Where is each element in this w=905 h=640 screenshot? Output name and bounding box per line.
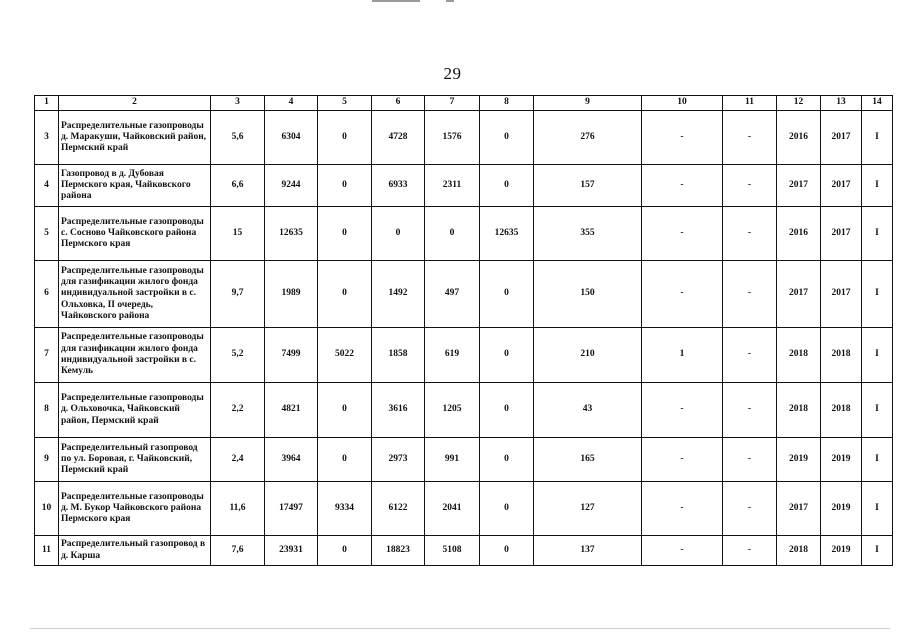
table-cell: 1 [642, 328, 723, 383]
table-cell: - [723, 165, 777, 207]
table-cell: 150 [534, 261, 642, 328]
column-header: 13 [821, 96, 862, 111]
table-cell: I [862, 165, 893, 207]
object-name: Распределительный газопровод в д. Карша [59, 536, 211, 566]
object-name: Распределительный газопровод по ул. Боровая, г. Чайковский, Пермский край [59, 438, 211, 482]
header-row [35, 96, 893, 111]
column-header: 8 [480, 96, 534, 111]
column-header: 4 [265, 96, 318, 111]
table-cell: 15 [211, 207, 265, 261]
column-header: 1 [35, 96, 59, 111]
table-cell: 1989 [265, 261, 318, 328]
table-cell: 1205 [425, 383, 480, 438]
table-row [35, 328, 893, 383]
table-cell: 165 [534, 438, 642, 482]
table-cell: 0 [318, 111, 372, 165]
gas-pipelines-table [34, 95, 893, 566]
table-cell: 2017 [821, 261, 862, 328]
table-cell: 3964 [265, 438, 318, 482]
column-header: 5 [318, 96, 372, 111]
row-number: 4 [35, 165, 59, 207]
table-cell: 2018 [777, 536, 821, 566]
table-cell: 157 [534, 165, 642, 207]
table-row [35, 207, 893, 261]
table-cell: 5,2 [211, 328, 265, 383]
column-header: 11 [723, 96, 777, 111]
table-cell: 6,6 [211, 165, 265, 207]
table-cell: I [862, 438, 893, 482]
table-row [35, 261, 893, 328]
table-cell: - [723, 111, 777, 165]
table-cell: 2017 [821, 111, 862, 165]
table-cell: 2,2 [211, 383, 265, 438]
table-cell: 0 [480, 328, 534, 383]
column-header: 6 [372, 96, 425, 111]
table-cell: 0 [318, 536, 372, 566]
table-cell: 23931 [265, 536, 318, 566]
table-cell: I [862, 536, 893, 566]
table-cell: - [723, 438, 777, 482]
table-cell: 1858 [372, 328, 425, 383]
object-name: Распределительные газопроводы д. Ольховочка, Чайковский район, Пермский край [59, 383, 211, 438]
table-cell: 2017 [777, 482, 821, 536]
object-name: Распределительные газопроводы д. Маракуши, Чайковский район, Пермский край [59, 111, 211, 165]
table-cell: 2041 [425, 482, 480, 536]
table-cell: 2311 [425, 165, 480, 207]
table-cell: - [723, 536, 777, 566]
column-header: 10 [642, 96, 723, 111]
table-cell: 0 [318, 207, 372, 261]
table-cell: 12635 [265, 207, 318, 261]
table-row [35, 536, 893, 566]
row-number: 10 [35, 482, 59, 536]
object-name: Распределительные газопроводы д. М. Букор Чайковского района Пермского края [59, 482, 211, 536]
table-cell: 2018 [821, 383, 862, 438]
table-cell: 5,6 [211, 111, 265, 165]
table-cell: 7,6 [211, 536, 265, 566]
table-cell: 2016 [777, 111, 821, 165]
object-name: Распределительные газопроводы для газификации жилого фонда индивидуальной застройки в с. Ольховка, II очередь, Чайковского района [59, 261, 211, 328]
table-cell: 12635 [480, 207, 534, 261]
table-cell: 4821 [265, 383, 318, 438]
row-number: 8 [35, 383, 59, 438]
table-cell: 0 [318, 165, 372, 207]
table-cell: 0 [480, 383, 534, 438]
table-cell: I [862, 111, 893, 165]
table-cell: 2017 [821, 207, 862, 261]
row-number: 3 [35, 111, 59, 165]
table-cell: 355 [534, 207, 642, 261]
table-cell: 9,7 [211, 261, 265, 328]
row-number: 7 [35, 328, 59, 383]
table-cell: 6122 [372, 482, 425, 536]
table-cell: I [862, 207, 893, 261]
table-cell: 3616 [372, 383, 425, 438]
table-row [35, 438, 893, 482]
table-cell: 2018 [821, 328, 862, 383]
table-cell: - [723, 383, 777, 438]
table-cell: 1492 [372, 261, 425, 328]
table-cell: 2018 [777, 383, 821, 438]
table-cell: 619 [425, 328, 480, 383]
table-cell: - [642, 482, 723, 536]
table-cell: - [642, 383, 723, 438]
table-row [35, 383, 893, 438]
table-cell: - [642, 536, 723, 566]
table-cell: 0 [480, 165, 534, 207]
row-number: 9 [35, 438, 59, 482]
scan-edge-mark [446, 0, 454, 2]
column-header: 7 [425, 96, 480, 111]
table-cell: 18823 [372, 536, 425, 566]
table-cell: 1576 [425, 111, 480, 165]
table-cell: 137 [534, 536, 642, 566]
table-cell: 127 [534, 482, 642, 536]
table-cell: 2017 [777, 165, 821, 207]
table-cell: I [862, 328, 893, 383]
table-cell: 6304 [265, 111, 318, 165]
table-cell: - [723, 482, 777, 536]
table-cell: 0 [318, 261, 372, 328]
table-cell: 2018 [777, 328, 821, 383]
table-cell: - [723, 207, 777, 261]
table-cell: 2973 [372, 438, 425, 482]
table-cell: 2019 [821, 482, 862, 536]
table-cell: 2017 [821, 165, 862, 207]
table-cell: 5022 [318, 328, 372, 383]
table-cell: 0 [318, 383, 372, 438]
row-number: 11 [35, 536, 59, 566]
column-header: 3 [211, 96, 265, 111]
table-cell: 9244 [265, 165, 318, 207]
table-cell: - [723, 261, 777, 328]
column-header: 14 [862, 96, 893, 111]
table-cell: 4728 [372, 111, 425, 165]
table-row [35, 111, 893, 165]
table-cell: 497 [425, 261, 480, 328]
table-cell: 2016 [777, 207, 821, 261]
table-cell: 0 [425, 207, 480, 261]
object-name: Газопровод в д. Дубовая Пермского края, Чайковского района [59, 165, 211, 207]
table-cell: 2019 [821, 536, 862, 566]
table-cell: 11,6 [211, 482, 265, 536]
page-bottom-edge [30, 628, 890, 629]
page-number: 29 [443, 64, 462, 83]
table-row [35, 165, 893, 207]
table-cell: - [642, 111, 723, 165]
table-cell: - [642, 438, 723, 482]
column-header: 2 [59, 96, 211, 111]
row-number: 6 [35, 261, 59, 328]
table-cell: 0 [480, 482, 534, 536]
table-cell: 6933 [372, 165, 425, 207]
object-name: Распределительные газопроводы для газификации жилого фонда индивидуальной застройки в с. Кемуль [59, 328, 211, 383]
table-cell: 7499 [265, 328, 318, 383]
table-cell: 17497 [265, 482, 318, 536]
row-number: 5 [35, 207, 59, 261]
object-name: Распределительные газопроводы с. Сосново Чайковского района Пермского края [59, 207, 211, 261]
table-cell: I [862, 383, 893, 438]
table-cell: I [862, 482, 893, 536]
table-cell: 0 [480, 261, 534, 328]
table-cell: - [642, 165, 723, 207]
table-cell: I [862, 261, 893, 328]
table-cell: 991 [425, 438, 480, 482]
table-cell: 2,4 [211, 438, 265, 482]
table-cell: 0 [480, 111, 534, 165]
table-cell: 2019 [821, 438, 862, 482]
table-cell: 9334 [318, 482, 372, 536]
table-cell: 0 [480, 536, 534, 566]
table-cell: 2017 [777, 261, 821, 328]
table-cell: - [642, 261, 723, 328]
scan-edge-mark [372, 0, 420, 2]
table-cell: 0 [372, 207, 425, 261]
table-row [35, 482, 893, 536]
table-cell: 276 [534, 111, 642, 165]
table-cell: 0 [318, 438, 372, 482]
table-cell: - [642, 207, 723, 261]
table-cell: - [723, 328, 777, 383]
table-cell: 0 [480, 438, 534, 482]
table-cell: 2019 [777, 438, 821, 482]
column-header: 9 [534, 96, 642, 111]
table-cell: 5108 [425, 536, 480, 566]
column-header: 12 [777, 96, 821, 111]
table-cell: 210 [534, 328, 642, 383]
table-cell: 43 [534, 383, 642, 438]
